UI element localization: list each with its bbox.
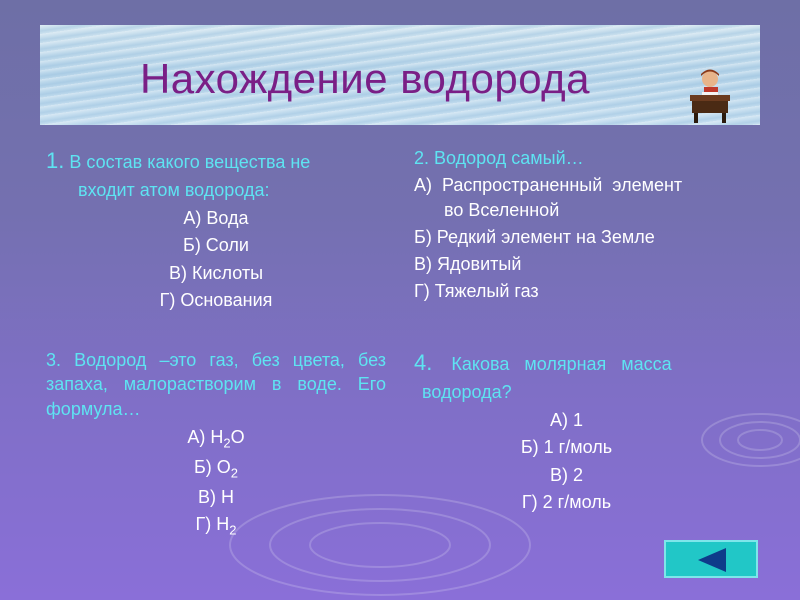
question-1-text (46, 146, 386, 176)
question-1-line2: входит атом водорода: (78, 179, 270, 200)
question-1-line1: В состав какого вещества не (69, 152, 311, 172)
question-1-option-b[interactable]: Б) Соли (183, 235, 249, 256)
question-1-option-c[interactable]: В) Кислоты (168, 262, 264, 283)
question-4-option-d[interactable]: Г) 2 г/моль (521, 491, 612, 512)
question-3-option-a-suffix: О (230, 426, 245, 447)
question-2-option-a-line1: А) Распространенный элемент (414, 175, 683, 196)
question-4 (414, 348, 759, 517)
question-3-option-d-prefix: Г) Н (195, 514, 230, 535)
question-1-option-d[interactable]: Г) Основания (159, 289, 273, 310)
question-4-text (414, 348, 759, 378)
question-3-options (46, 425, 386, 540)
question-4-option-a[interactable]: А) 1 (549, 409, 583, 430)
question-3-option-a[interactable] (46, 425, 386, 452)
question-2-option-a-line2: во Вселенной (444, 199, 560, 220)
question-3-option-b-subscript: 2 (230, 465, 239, 481)
question-3-option-b[interactable] (46, 455, 386, 482)
question-1-option-a[interactable]: А) Вода (183, 207, 249, 228)
question-3-option-c[interactable]: В) Н (198, 487, 234, 508)
question-3-text: 3. Водород –это газ, без цвета, без запаха, малорастворим в воде. Его формула… (46, 350, 386, 419)
question-2-text: 2. Водород самый… (414, 148, 584, 168)
question-4-option-c[interactable]: В) 2 (549, 464, 583, 485)
question-2-option-c[interactable]: В) Ядовитый (414, 254, 522, 275)
question-3-option-d[interactable] (46, 512, 386, 539)
question-4-options (414, 408, 719, 514)
question-3-option-a-prefix: А) Н (187, 426, 224, 447)
back-button[interactable] (664, 540, 758, 578)
question-1-options (46, 206, 386, 312)
question-4-number: 4. (414, 350, 433, 375)
question-4-line1: Какова молярная масса (451, 354, 672, 374)
question-3 (46, 348, 386, 543)
question-2-option-b[interactable]: Б) Редкий элемент на Земле (414, 226, 655, 247)
question-2-option-a[interactable] (414, 173, 759, 222)
student-at-desk-icon (682, 65, 738, 125)
page-title: Нахождение водорода (139, 55, 591, 102)
question-3-option-a-subscript: 2 (223, 435, 231, 451)
back-arrow-icon (698, 548, 726, 572)
title-banner (40, 25, 760, 125)
question-3-option-d-subscript: 2 (229, 523, 237, 539)
question-2-option-d[interactable]: Г) Тяжелый газ (414, 281, 539, 302)
question-1-number: 1. (46, 148, 65, 173)
question-1 (46, 146, 386, 315)
question-2-options (414, 173, 759, 303)
question-3-option-b-prefix: Б) О (193, 457, 231, 478)
question-4-line2: водорода? (422, 381, 512, 402)
question-4-option-b[interactable]: Б) 1 г/моль (520, 437, 613, 458)
question-2 (414, 146, 759, 307)
